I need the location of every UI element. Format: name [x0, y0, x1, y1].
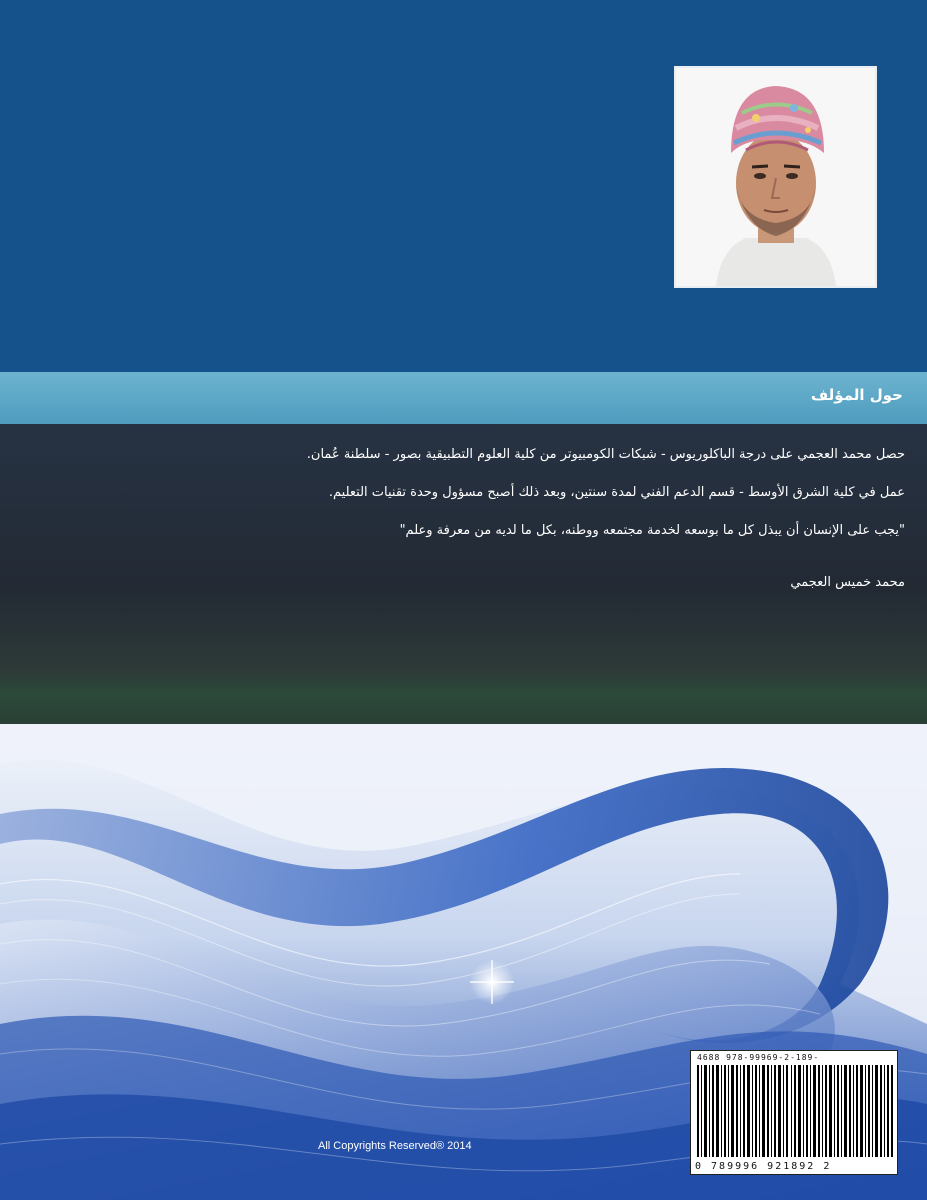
barcode-bars — [697, 1065, 893, 1157]
barcode-bottom-digits: 0 789996 921892 2 — [695, 1161, 832, 1172]
isbn-barcode — [690, 1050, 898, 1175]
section-title: حول المؤلف — [810, 386, 903, 404]
bio-line-education: حصل محمد العجمي على درجة الباكلوريوس - شبكات الكومبيوتر من كلية العلوم التطبيقية بصور - سلطنة عُمان. — [306, 447, 905, 462]
bio-quote: "يجب على الإنسان أن يبذل كل ما بوسعه لخدمة مجتمعه ووطنه، بكل ما لديه من معرفة وعلم" — [399, 523, 905, 538]
author-portrait-illustration — [676, 68, 875, 286]
copyright-notice: All Copyrights Reserved® 2014 — [318, 1140, 472, 1152]
bio-line-career: عمل في كلية الشرق الأوسط - قسم الدعم الفني لمدة سنتين، وبعد ذلك أصبح مسؤول وحدة تقنيات التعليم. — [328, 485, 905, 500]
author-photo — [674, 66, 877, 288]
barcode-top-digits: 4688 978-99969-2-189- — [697, 1053, 820, 1062]
bio-text — [20, 442, 905, 608]
bio-panel — [0, 424, 927, 724]
about-author-heading-bar — [0, 372, 927, 424]
author-signature: محمد خميس العجمي — [790, 575, 905, 590]
